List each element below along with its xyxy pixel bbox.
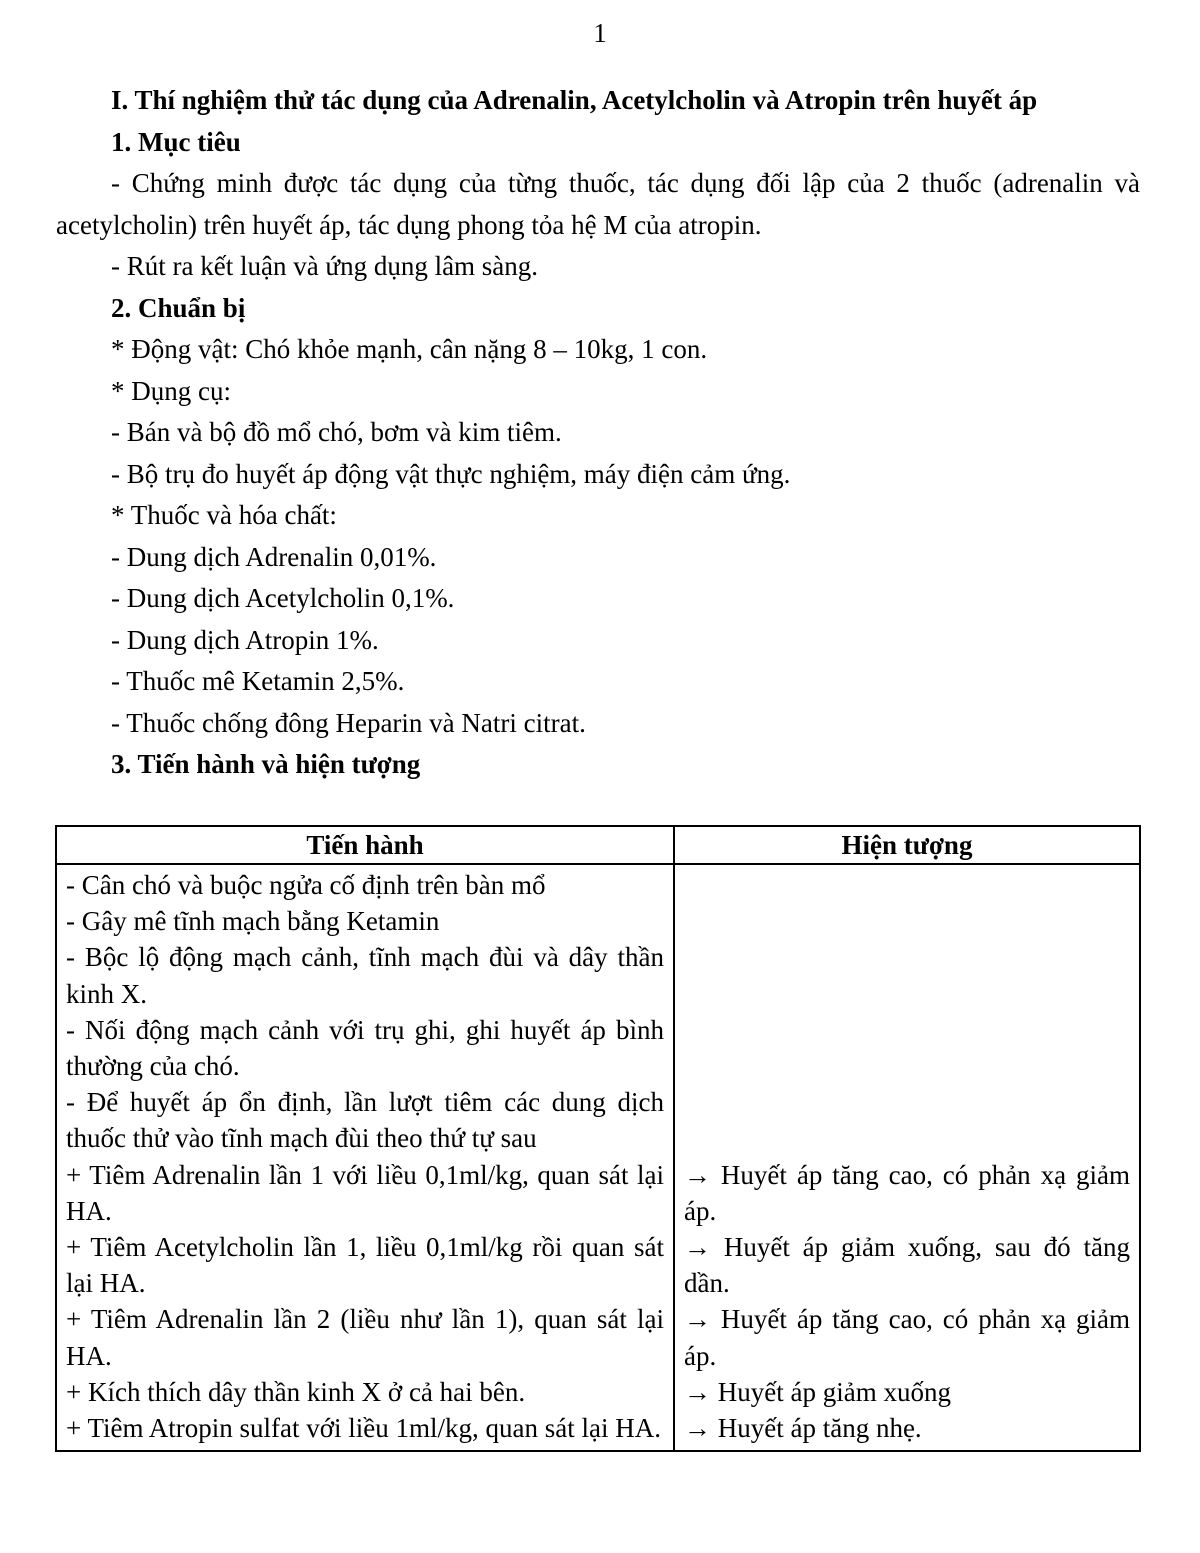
objective-heading: 1. Mục tiêu [111, 126, 241, 157]
section-title: I. Thí nghiệm thử tác dụng của Adrenalin, Acetylcholin và Atropin trên huyết áp [111, 85, 1038, 115]
observation: → Huyết áp giảm xuống [684, 1376, 951, 1407]
preparation-line: - Thuốc mê Ketamin 2,5%. [111, 666, 405, 696]
preparation-line: - Bộ trụ đo huyết áp động vật thực nghiệm, máy điện cảm ứng. [111, 458, 791, 489]
preparation-line: * Thuốc và hóa chất: [111, 500, 337, 530]
table-header-row [56, 826, 1140, 864]
procedure-steps-cell [56, 864, 674, 1451]
procedure-step: - Nối động mạch cảnh với trụ ghi, ghi huyết áp bình thường của chó. [66, 1014, 664, 1082]
preparation-line: * Dụng cụ: [111, 375, 231, 406]
preparation-line: - Dung dịch Acetylcholin 0,1%. [111, 583, 455, 613]
objective-item: - Rút ra kết luận và ứng dụng lâm sàng. [111, 251, 539, 281]
document-body [56, 80, 1140, 786]
preparation-line: * Động vật: Chó khỏe mạnh, cân nặng 8 – 10kg, 1 con. [111, 334, 708, 364]
header-observation: Hiện tượng [674, 826, 1140, 864]
procedure-step: + Tiêm Adrenalin lần 1 với liều 0,1ml/kg, quan sát lại HA. [66, 1159, 664, 1226]
procedure-step: + Tiêm Adrenalin lần 2 (liều như lần 1), quan sát lại HA. [66, 1304, 664, 1371]
procedure-step: - Bộc lộ động mạch cảnh, tĩnh mạch đùi và dây thần kinh X. [66, 942, 664, 1009]
procedure-step: + Kích thích dây thần kinh X ở cả hai bên. [66, 1376, 526, 1407]
preparation-line: - Dung dịch Atropin 1%. [111, 624, 379, 655]
observation: → Huyết áp tăng nhẹ. [684, 1413, 922, 1444]
preparation-line: - Thuốc chống đông Heparin và Natri citrat. [111, 707, 586, 738]
procedure-step: + Tiêm Acetylcholin lần 1, liều 0,1ml/kg rồi quan sát lại HA. [66, 1232, 664, 1299]
procedure-step: - Gây mê tĩnh mạch bằng Ketamin [66, 906, 440, 937]
procedure-heading: 3. Tiến hành và hiện tượng [111, 749, 421, 779]
table-row [56, 864, 1140, 1451]
observation: → Huyết áp tăng cao, có phản xạ giảm áp. [684, 1159, 1130, 1226]
preparation-line: - Dung dịch Adrenalin 0,01%. [111, 541, 437, 572]
preparation-heading: 2. Chuẩn bị [111, 292, 246, 323]
preparation-line: - Bán và bộ đồ mổ chó, bơm và kim tiêm. [111, 417, 562, 447]
procedure-step: + Tiêm Atropin sulfat với liều 1ml/kg, quan sát lại HA. [66, 1413, 661, 1444]
procedure-step: - Để huyết áp ổn định, lần lượt tiêm các dung dịch thuốc thử vào tĩnh mạch đùi theo thứ tự sau [66, 1087, 664, 1154]
observations-cell [674, 864, 1140, 1451]
procedure-step: - Cân chó và buộc ngửa cố định trên bàn mổ [66, 870, 546, 900]
procedure-table [55, 825, 1141, 1452]
observation: → Huyết áp giảm xuống, sau đó tăng dần. [684, 1232, 1130, 1299]
objective-item: - Chứng minh được tác dụng của từng thuốc, tác dụng đối lập của 2 thuốc (adrenalin và acetylcholin) trên huyết áp, tác dụng phong tỏa hệ M của atropin. [56, 168, 1140, 240]
header-procedure: Tiến hành [56, 826, 674, 864]
page-number: 1 [593, 18, 607, 48]
observation: → Huyết áp tăng cao, có phản xạ giảm áp. [684, 1304, 1130, 1371]
